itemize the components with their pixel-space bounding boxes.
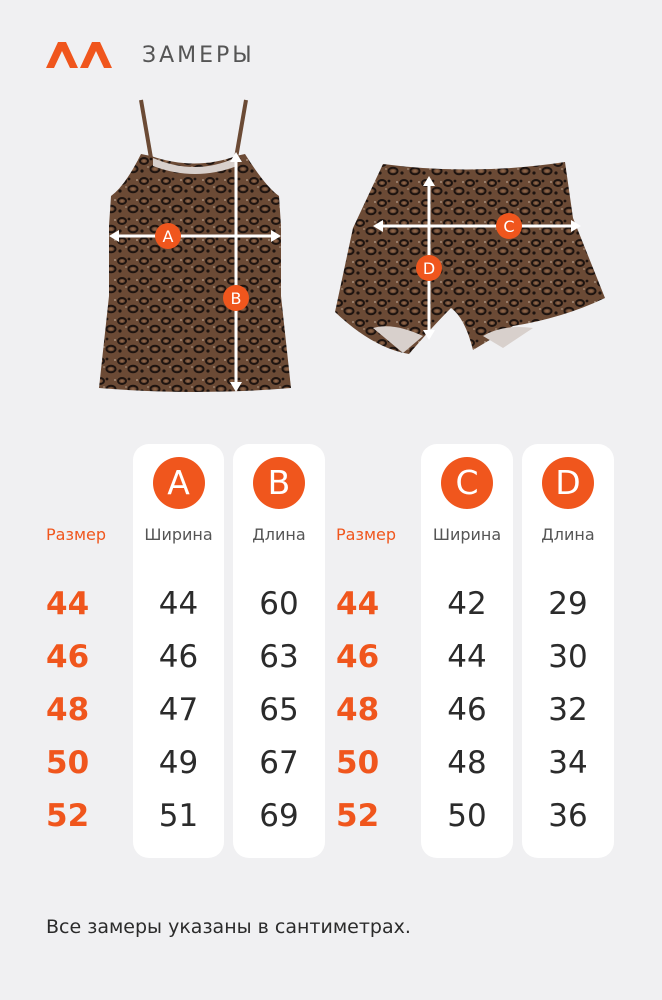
cell-value: 48 <box>447 745 487 781</box>
column-b-card <box>233 444 325 858</box>
cell-value: 46 <box>158 639 199 675</box>
size-value: 46 <box>46 639 90 675</box>
cell-value: 50 <box>447 798 487 834</box>
badge-a: A <box>153 457 205 509</box>
size-value: 52 <box>336 798 380 834</box>
marker-c: C <box>503 217 515 236</box>
size-value: 46 <box>336 639 380 675</box>
marker-a: A <box>162 227 174 246</box>
column-a-card <box>133 444 224 858</box>
brand-logo-icon <box>46 42 112 68</box>
cell-value: 32 <box>548 692 588 728</box>
cell-value: 36 <box>548 798 588 834</box>
size-value: 48 <box>336 692 380 728</box>
marker-d: D <box>422 259 436 278</box>
column-header: Длина <box>252 525 306 544</box>
cell-value: 67 <box>259 745 299 781</box>
cell-value: 65 <box>259 692 299 728</box>
size-value: 44 <box>46 586 90 622</box>
cell-value: 44 <box>158 586 199 622</box>
cell-value: 46 <box>447 692 487 728</box>
size-header: Размер <box>336 525 397 544</box>
cell-value: 30 <box>548 639 588 675</box>
marker-b: B <box>230 289 242 308</box>
cell-value: 63 <box>259 639 299 675</box>
cell-value: 29 <box>548 586 588 622</box>
size-value: 52 <box>46 798 90 834</box>
size-value: 48 <box>46 692 90 728</box>
badge-d: D <box>542 457 594 509</box>
cell-value: 69 <box>259 798 299 834</box>
footnote: Все замеры указаны в сантиметрах. <box>46 916 411 938</box>
header <box>46 40 255 70</box>
column-c-card <box>421 444 513 858</box>
cell-value: 49 <box>158 745 199 781</box>
cell-value: 34 <box>548 745 588 781</box>
cell-value: 47 <box>158 692 199 728</box>
badge-c: C <box>441 457 493 509</box>
column-header: Ширина <box>144 525 213 544</box>
size-value: 50 <box>336 745 380 781</box>
tank-top-diagram <box>95 96 295 398</box>
column-header: Длина <box>541 525 595 544</box>
size-value: 50 <box>46 745 90 781</box>
size-column-shorts <box>332 444 412 858</box>
size-value: 44 <box>336 586 380 622</box>
size-header: Размер <box>46 525 107 544</box>
cell-value: 42 <box>447 586 487 622</box>
column-d-card <box>522 444 614 858</box>
column-header: Ширина <box>432 525 502 544</box>
cell-value: 44 <box>447 639 487 675</box>
size-column-top <box>42 444 122 858</box>
shorts-diagram <box>333 158 609 364</box>
page-title: ЗАМЕРЫ <box>142 42 255 68</box>
badge-b: B <box>253 457 305 509</box>
cell-value: 60 <box>259 586 299 622</box>
cell-value: 51 <box>158 798 199 834</box>
